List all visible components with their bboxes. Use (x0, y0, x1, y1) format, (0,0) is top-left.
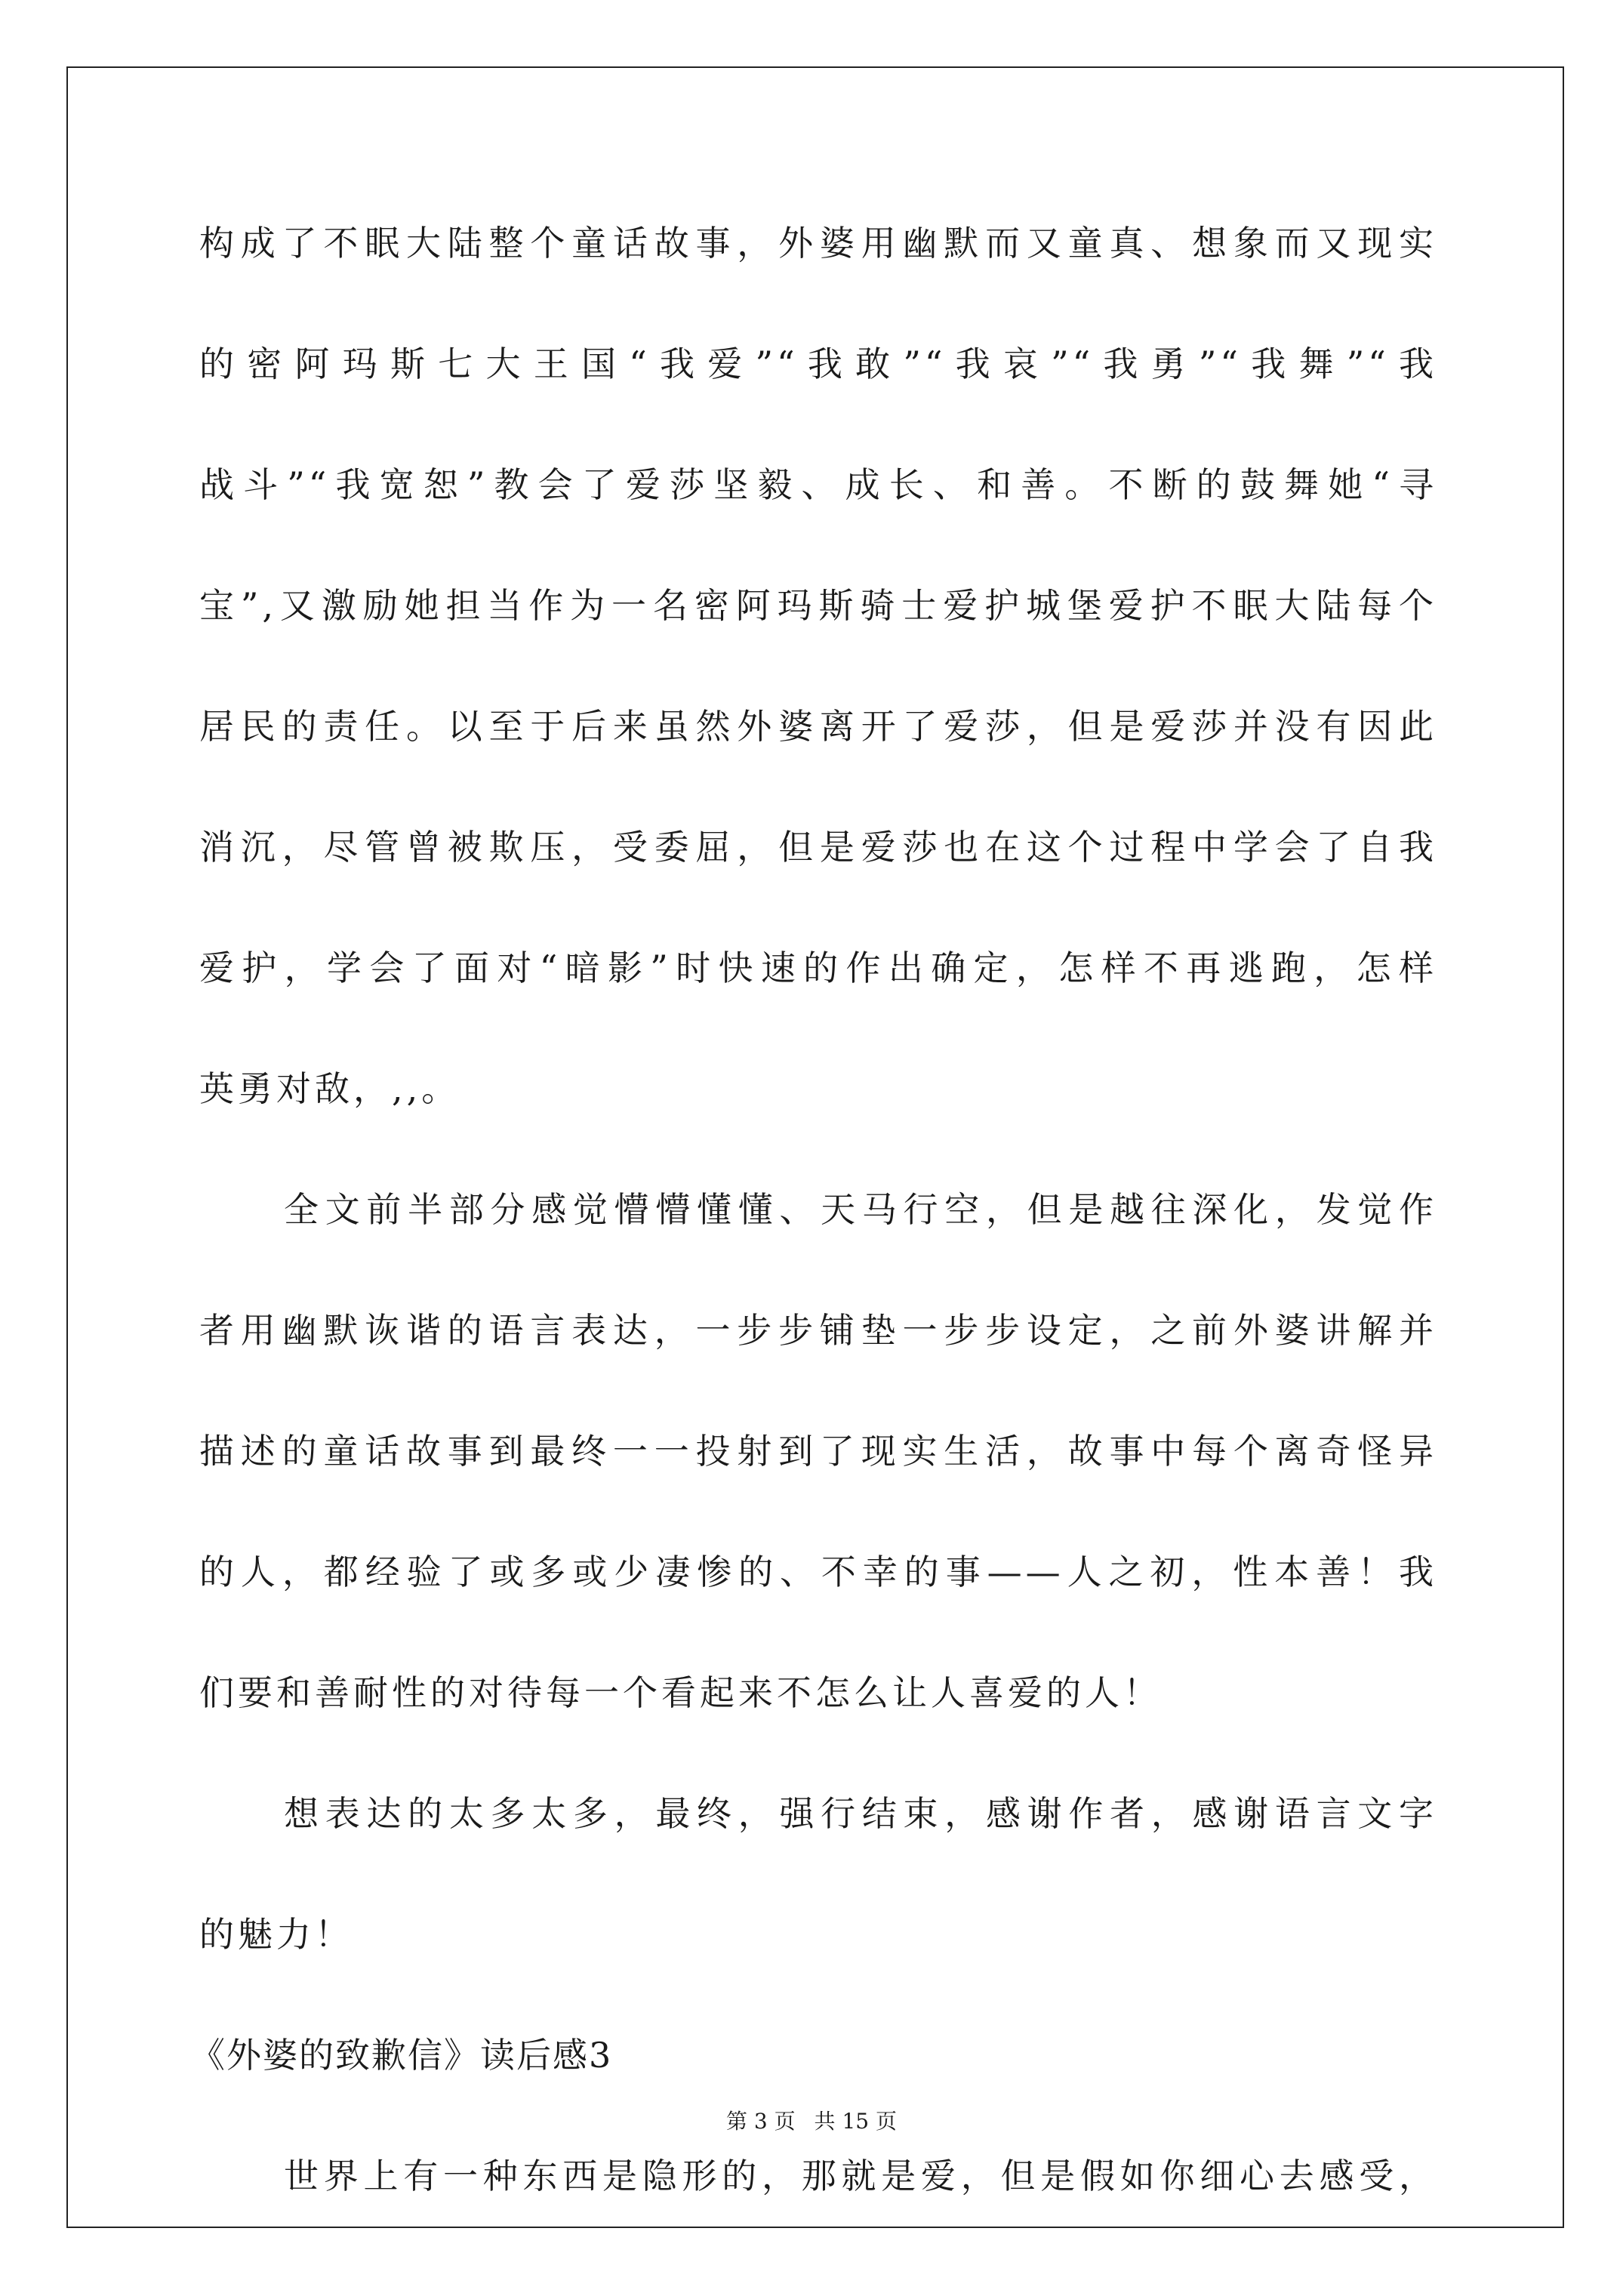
paragraph-line: 构成了不眠大陆整个童话故事，外婆用幽默而又童真、想象而又现实 (199, 223, 1437, 264)
page-total: 共 15 页 (814, 2109, 897, 2134)
paragraph-line: 爱护，学会了面对“暗影”时快速的作出确定，怎样不再逃跑，怎样 (199, 948, 1437, 988)
paragraph-line: 想表达的太多太多，最终，强行结束，感谢作者，感谢语言文字 (284, 1793, 1437, 1834)
paragraph-line: 的密阿玛斯七大王国“我爱”“我敢”“我哀”“我勇”“我舞”“我 (199, 344, 1437, 384)
paragraph-line: 宝”,又激励她担当作为一名密阿玛斯骑士爱护城堡爱护不眠大陆每个 (199, 585, 1437, 626)
paragraph-line: 的人，都经验了或多或少凄惨的、不幸的事——人之初，性本善！我 (199, 1552, 1437, 1592)
paragraph-line: 者用幽默诙谐的语言表达，一步步铺垫一步步设定，之前外婆讲解并 (199, 1310, 1437, 1351)
paragraph-line: 们要和善耐性的对待每一个看起来不怎么让人喜爱的人！ (199, 1672, 1162, 1713)
section-heading: 《外婆的致歉信》读后感3 (190, 2035, 613, 2076)
paragraph-line: 消沉，尽管曾被欺压，受委屈，但是爱莎也在这个过程中学会了自我 (199, 827, 1437, 868)
paragraph-line: 描述的童话故事到最终一一投射到了现实生活，故事中每个离奇怪异 (199, 1431, 1437, 1472)
paragraph-line: 全文前半部分感觉懵懵懂懂、天马行空，但是越往深化，发觉作 (284, 1189, 1437, 1230)
paragraph-line: 英勇对敌，,,。 (199, 1068, 460, 1109)
paragraph-line: 世界上有一种东西是隐形的，那就是爱，但是假如你细心去感受， (284, 2156, 1437, 2196)
paragraph-line: 的魅力！ (199, 1914, 353, 1955)
document-body (190, 219, 1437, 2200)
page-footer (0, 2106, 1623, 2137)
paragraph-line: 战斗”“我宽恕”教会了爱莎坚毅、成长、和善。不断的鼓舞她“寻 (199, 464, 1437, 505)
paragraph-line: 居民的责任。以至于后来虽然外婆离开了爱莎，但是爱莎并没有因此 (199, 706, 1437, 747)
page-number: 第 3 页 (726, 2109, 796, 2134)
